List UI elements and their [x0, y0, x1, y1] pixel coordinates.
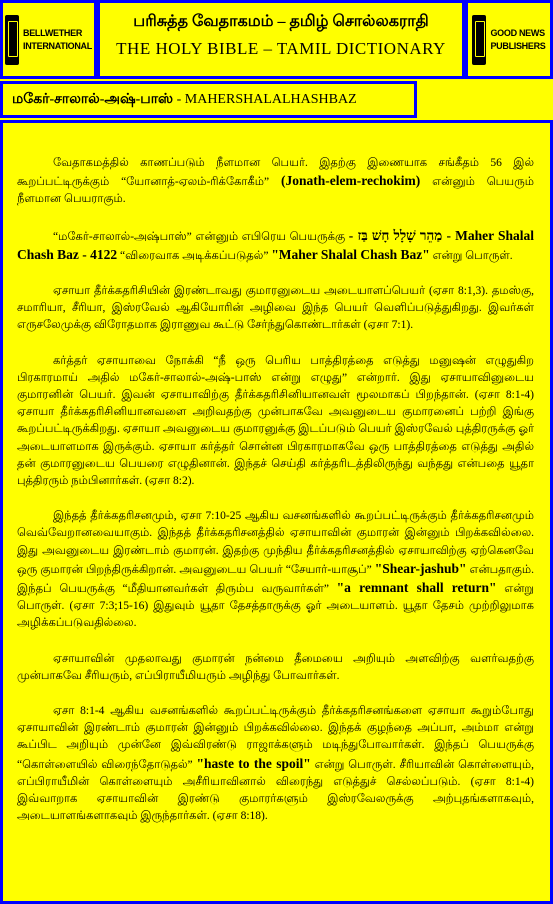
paragraph-text: என்று பொருள். [429, 249, 513, 262]
good-news-logo-icon [472, 15, 486, 65]
english-term: "haste to the spoil" [196, 755, 311, 771]
paragraph-text: கர்த்தர் ஏசாயாவை நோக்கி “நீ ஒரு பெரிய பாத்திரத்தை எடுத்து மனுஷன் எழுதுகிற பிரகாரமாய் அதில் மகேர்-சாலால்-அஷ்-பாஸ் என்று எழுது” என்றார். இது ஏசாயாவினுடைய குமாரனின் பெயர். இவன் ஏசாயாவிற்கு தீர்க்கதரிசினியானவள் மூலமாகப் பிறந்தான். (ஏசா 8:1-4) ஏசாயா தீர்க்கதரிசினியானவளை அறிவதற்கு முன்பாகவே அவனுடைய குமாரனைப் பற்றி இங்கு கூறப்பட்டிருக்கிறது. ஏசாயா அவனுடைய குமாரனுக்கு இடப்படும் பெயர் இஸ்ரவேல் புத்திரருக்கு ஓர் அடையாளமாக இருக்கும். ஏசாயா கர்த்தர் சொன்ன பிரகாரமாகவே ஒரு பாத்திரத்தை எடுத்து அதில் தன் குமாரனுடைய பெயரை எழுதினான். இந்தச் செய்தி கர்த்தரிடத்திலிருந்து வந்தது என்பதை யூதா புத்திரரும் நம்பினார்கள். (ஏசா 8:2). [17, 354, 534, 488]
logo-left-text [23, 27, 92, 53]
paragraph-7 [17, 703, 534, 825]
publisher-logo-left [0, 0, 97, 79]
logo-right-text [490, 27, 545, 53]
paragraph-text: “விரைவாக அடிக்கப்படுதல்” [117, 249, 272, 262]
entry-heading [0, 81, 417, 118]
dictionary-title [97, 0, 465, 79]
paragraph-text: என்று பொருள். சீரியாவின் கொள்ளையும், எப்பிராயீமின் கொள்ளையும் அசீரியாவினால் விரைந்து எடுத்துச் செல்லப்படும். (ஏசா 8:1-4) இவ்வாறாக ஏசாயாவின் இரண்டு குமாரர்களும் இஸ்ரவேலருக்கு அற்புதங்களாகவும், அடையாளங்களாகவும் இருந்தார்கள். (ஏசா 8:18). [17, 758, 535, 823]
bellwether-logo-icon [5, 15, 19, 65]
paragraph-text: என்பதாகும். இந்தப் பெயருக்கு “மீதியானவர்கள் திரும்ப வருவார்கள்” [17, 563, 535, 596]
entry-body [0, 120, 553, 904]
paragraph-1 [17, 155, 534, 209]
paragraph-text: ஏசா 8:1-4 ஆகிய வசனங்களில் கூறப்பட்டிருக்கும் தீர்க்கதரிசனங்களை ஏசாயா கூறும்போது ஏசாயாவின் இரண்டாம் குமாரன் இன்னும் பிறக்கவில்லை. இந்தக் குழந்தை அப்பா, அம்மா என்று கூப்பிட அறியும் முன்னே இவ்விரண்டு ராஜாக்களும் மடிந்துபோவார்கள். இந்தப் பெயருக்கு “கொள்ளையில் விரைந்தோடுதல்” [17, 705, 534, 771]
title-english: THE HOLY BIBLE – TAMIL DICTIONARY [116, 39, 446, 58]
english-term: - מַהֵר שָׁלָל חָשׁ בַּז - Maher Shalal Chash Baz - 4122 [17, 227, 535, 262]
paragraph-text: என்று பொருள். (ஏசா 7:3;15-16) இதுவும் யூதா தேசத்தாருக்கு ஓர் அடையாளம். யூதா தேசம் முற்றிலுமாக அழிக்கப்படுவதில்லை. [17, 583, 534, 630]
logo-left-line-1: BELLWETHER [23, 27, 83, 38]
paragraph-2 [17, 227, 534, 265]
entry-paragraphs [17, 155, 534, 826]
paragraph-text: ஏசாயா தீர்க்கதரிசியின் இரண்டாவது குமாரனுடைய அடையாளப்பெயர் (ஏசா 8:1,3). தமஸ்கு, சமாரியா, சீரியா, இஸ்ரவேல் ஆகியோரின் அழிவை இந்த பெயர் வெளிப்படுத்துகிறது. இவர்கள் எருசலேமுக்கு விரோதமாக இராணுவ கூட்டு சேர்ந்துகொண்டார்கள் (ஏசா 7:1). [17, 285, 534, 332]
english-term: "Shear-jashub" [374, 560, 467, 576]
paragraph-text: என்னும் பெயரும் நீளமான பெயராகும். [17, 176, 534, 206]
logo-left-line-2: INTERNATIONAL [23, 40, 92, 51]
english-term: "Maher Shalal Chash Baz" [271, 246, 430, 262]
paragraph-text: “மகேர்-சாலால்-அஷ்பாஸ்” என்னும் எபிரெய பெயருக்கு [53, 230, 349, 243]
english-term: "a remnant shall return" [336, 580, 497, 596]
title-tamil: பரிசுத்த வேதாகமம் – தமிழ் சொல்லகராதி [133, 13, 429, 30]
paragraph-text: இந்தத் தீர்க்கதரிசனமும், ஏசா 7:10-25 ஆகிய வசனங்களில் கூறப்பட்டிருக்கும் தீர்க்கதரிசனமும் வெவ்வேறானவையாகும். இந்தத் தீர்க்கதரிசனத்தில் ஏசாயாவின் குமாரன் இன்னும் பிறக்கவில்லை. இது அவனுடைய இரண்டாம் குமாரன். இதற்கு முந்திய தீர்க்கதரிசனத்தில் ஏசாயாவிற்கு ஏற்கெனவே ஒரு குமாரன் பிறந்திருக்கிறான். அவனுடைய பெயர் “சேயார்-யாசூப்” [17, 510, 534, 576]
entry-word-tamil: மகேர்-சாலால்-அஷ்-பாஸ் [12, 92, 174, 107]
paragraph-text: ஏசாயாவின் முதலாவது குமாரன் நன்மை தீமையை அறியும் அளவிற்கு வளர்வதற்கு முன்பாகவே சீரியரும், எப்பிராயீமியரும் அழிந்து போவார்கள். [17, 652, 534, 682]
entry-word-english: - MAHERSHALALHASHBAZ [173, 92, 357, 107]
paragraph-5 [17, 508, 534, 632]
english-term: (Jonath-elem-rechokim) [281, 173, 421, 189]
paragraph-3 [17, 283, 534, 335]
logo-right-line-1: GOOD NEWS [490, 27, 545, 38]
publisher-logo-right [465, 0, 553, 79]
paragraph-text: வேதாகமத்தில் காணப்படும் நீளமான பெயர். இதற்கு இணையாக சங்கீதம் 56 இல் கூறப்பட்டிருக்கும் “யோனாத்-ஏலம்-ரிக்கோகீம்” [17, 157, 534, 189]
paragraph-4 [17, 353, 534, 491]
paragraph-6 [17, 651, 534, 685]
logo-right-line-2: PUBLISHERS [490, 40, 546, 51]
